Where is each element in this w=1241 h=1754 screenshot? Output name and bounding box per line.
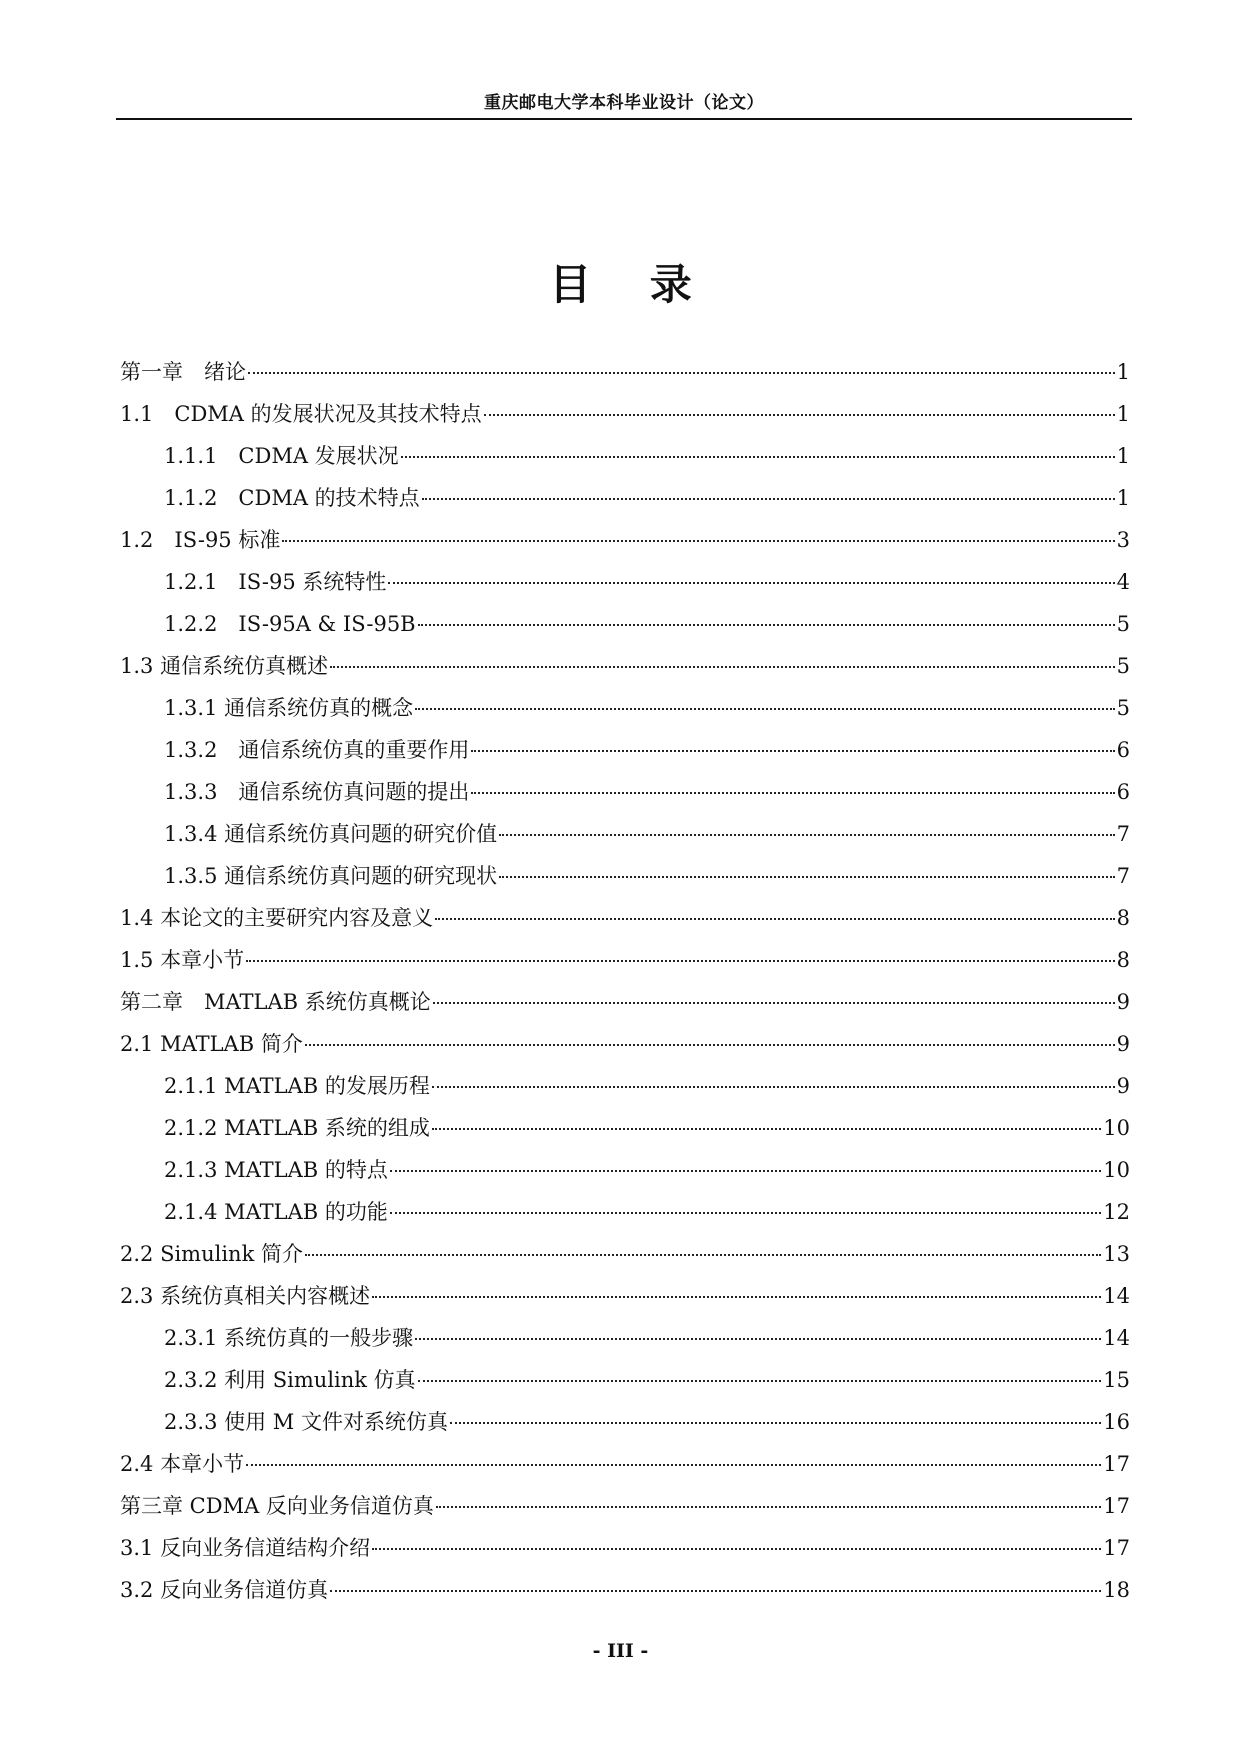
dot-leader (415, 1336, 1101, 1340)
toc-entry-label: 2.1 MATLAB 简介 (120, 1032, 303, 1056)
toc-entry-label: 2.3.3 使用 M 文件对系统仿真 (164, 1410, 448, 1434)
dot-leader (305, 1042, 1115, 1046)
dot-leader (499, 832, 1115, 836)
toc-entry-page: 12 (1103, 1200, 1130, 1224)
toc-entry-page: 1 (1116, 360, 1130, 384)
dot-leader (246, 958, 1115, 962)
toc-entry-page: 6 (1116, 738, 1130, 762)
toc-entry-label: 2.3.1 系统仿真的一般步骤 (164, 1326, 414, 1350)
toc-entry-label: 2.1.2 MATLAB 系统的组成 (164, 1116, 430, 1140)
toc-entry-page: 8 (1116, 906, 1130, 930)
toc-entry-page: 10 (1103, 1116, 1130, 1140)
dot-leader (388, 580, 1114, 584)
toc-entry[interactable] (120, 1317, 1130, 1359)
dot-leader (282, 538, 1114, 542)
dot-leader (330, 664, 1115, 668)
toc-entry[interactable] (120, 1023, 1130, 1065)
toc-entry-label: 1.2.1 IS-95 系统特性 (164, 570, 387, 594)
toc-entry-label: 第三章 CDMA 反向业务信道仿真 (120, 1494, 434, 1518)
toc-entry-page: 4 (1116, 570, 1130, 594)
toc-entry[interactable] (120, 1401, 1130, 1443)
toc-entry[interactable] (120, 1107, 1130, 1149)
dot-leader (246, 1462, 1101, 1466)
toc-entry[interactable] (120, 981, 1130, 1023)
toc-entry-label: 1.5 本章小节 (120, 948, 245, 972)
toc-entry-label: 1.4 本论文的主要研究内容及意义 (120, 906, 434, 930)
toc-entry-page: 1 (1116, 486, 1130, 510)
toc-entry[interactable] (120, 477, 1130, 519)
toc-entry-label: 1.3.3 通信系统仿真问题的提出 (164, 780, 470, 804)
toc-entry-label: 1.3.4 通信系统仿真问题的研究价值 (164, 822, 498, 846)
toc-entry[interactable] (120, 939, 1130, 981)
toc-entry-label: 1.2 IS-95 标准 (120, 528, 281, 552)
toc-entry-label: 2.2 Simulink 简介 (120, 1242, 303, 1266)
dot-leader (471, 748, 1114, 752)
toc-entry-page: 5 (1116, 654, 1130, 678)
toc-entry[interactable] (120, 1275, 1130, 1317)
toc-entry-page: 3 (1116, 528, 1130, 552)
toc-entry-label: 2.3 系统仿真相关内容概述 (120, 1284, 371, 1308)
toc-entry[interactable] (120, 1065, 1130, 1107)
dot-leader (433, 1000, 1115, 1004)
toc-entry[interactable] (120, 645, 1130, 687)
toc-entry-label: 1.1.2 CDMA 的技术特点 (164, 486, 420, 510)
running-header (116, 84, 1132, 120)
dot-leader (305, 1252, 1101, 1256)
toc-entry-label: 第二章 MATLAB 系统仿真概论 (120, 990, 431, 1014)
dot-leader (415, 706, 1115, 710)
toc-entry[interactable] (120, 771, 1130, 813)
toc-entry[interactable] (120, 855, 1130, 897)
toc-entry-label: 1.1.1 CDMA 发展状况 (164, 444, 399, 468)
toc-entry[interactable] (120, 1191, 1130, 1233)
dot-leader (330, 1588, 1101, 1592)
dot-leader (436, 1504, 1101, 1508)
toc-entry[interactable] (120, 687, 1130, 729)
toc-entry[interactable] (120, 813, 1130, 855)
toc-entry[interactable] (120, 603, 1130, 645)
toc-entry-page: 14 (1103, 1326, 1130, 1350)
toc-entry-label: 1.3.1 通信系统仿真的概念 (164, 696, 414, 720)
dot-leader (499, 874, 1115, 878)
toc-entry-label: 2.3.2 利用 Simulink 仿真 (164, 1368, 416, 1392)
toc-entry-page: 6 (1116, 780, 1130, 804)
toc-entry[interactable] (120, 1569, 1130, 1611)
toc-entry-page: 14 (1103, 1284, 1130, 1308)
dot-leader (390, 1168, 1101, 1172)
toc-entry[interactable] (120, 1233, 1130, 1275)
toc-entry-page: 7 (1116, 864, 1130, 888)
toc-entry-page: 9 (1116, 1032, 1130, 1056)
toc-entry[interactable] (120, 393, 1130, 435)
toc-entry-page: 9 (1116, 1074, 1130, 1098)
toc-entry[interactable] (120, 561, 1130, 603)
toc-entry-page: 9 (1116, 990, 1130, 1014)
dot-leader (418, 1378, 1102, 1382)
toc-entry[interactable] (120, 519, 1130, 561)
toc-entry-label: 3.1 反向业务信道结构介绍 (120, 1536, 371, 1560)
toc-entry[interactable] (120, 1443, 1130, 1485)
toc-heading: 目 录 (549, 260, 714, 309)
toc-entry-label: 2.1.4 MATLAB 的功能 (164, 1200, 388, 1224)
toc-entry-label: 1.3.2 通信系统仿真的重要作用 (164, 738, 470, 762)
toc-entry-page: 8 (1116, 948, 1130, 972)
header-title: 重庆邮电大学本科毕业设计（论文） (484, 93, 764, 113)
dot-leader (248, 370, 1115, 374)
dot-leader (422, 496, 1115, 500)
toc-entry[interactable] (120, 1149, 1130, 1191)
toc-entry-page: 1 (1116, 444, 1130, 468)
toc-entry-label: 2.1.1 MATLAB 的发展历程 (164, 1074, 430, 1098)
toc-entry-label: 3.2 反向业务信道仿真 (120, 1578, 329, 1602)
table-of-contents (120, 351, 1130, 1611)
toc-entry-label: 第一章 绪论 (120, 360, 246, 384)
toc-entry-page: 10 (1103, 1158, 1130, 1182)
toc-entry-label: 1.3 通信系统仿真概述 (120, 654, 329, 678)
toc-entry-page: 13 (1103, 1242, 1130, 1266)
toc-entry-label: 1.3.5 通信系统仿真问题的研究现状 (164, 864, 498, 888)
toc-entry-page: 18 (1103, 1578, 1130, 1602)
dot-leader (484, 412, 1115, 416)
dot-leader (432, 1084, 1115, 1088)
toc-entry-page: 17 (1103, 1452, 1130, 1476)
dot-leader (450, 1420, 1101, 1424)
page-number: - III - (592, 1640, 649, 1662)
toc-entry-page: 16 (1103, 1410, 1130, 1434)
toc-entry-label: 2.1.3 MATLAB 的特点 (164, 1158, 388, 1182)
toc-entry[interactable] (120, 1359, 1130, 1401)
toc-entry-page: 7 (1116, 822, 1130, 846)
toc-entry-page: 17 (1103, 1494, 1130, 1518)
toc-entry-page: 17 (1103, 1536, 1130, 1560)
toc-entry-page: 5 (1116, 696, 1130, 720)
toc-entry[interactable] (120, 729, 1130, 771)
toc-entry-page: 15 (1103, 1368, 1130, 1392)
toc-entry[interactable] (120, 1485, 1130, 1527)
dot-leader (372, 1294, 1101, 1298)
dot-leader (432, 1126, 1101, 1130)
toc-entry[interactable] (120, 1527, 1130, 1569)
dot-leader (401, 454, 1115, 458)
toc-entry-label: 2.4 本章小节 (120, 1452, 245, 1476)
toc-entry-label: 1.1 CDMA 的发展状况及其技术特点 (120, 402, 482, 426)
dot-leader (418, 622, 1115, 626)
dot-leader (435, 916, 1115, 920)
dot-leader (390, 1210, 1101, 1214)
toc-entry[interactable] (120, 351, 1130, 393)
dot-leader (372, 1546, 1101, 1550)
toc-entry-page: 5 (1116, 612, 1130, 636)
toc-entry-page: 1 (1116, 402, 1130, 426)
toc-entry[interactable] (120, 897, 1130, 939)
toc-entry[interactable] (120, 435, 1130, 477)
toc-entry-label: 1.2.2 IS-95A & IS-95B (164, 612, 416, 636)
dot-leader (471, 790, 1114, 794)
